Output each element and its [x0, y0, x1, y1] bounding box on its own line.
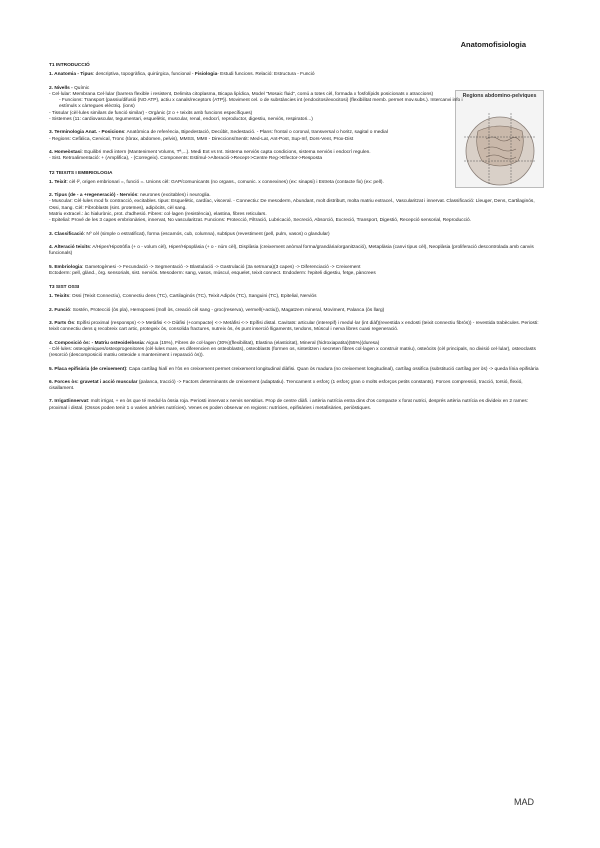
paragraph-block: [49, 180, 546, 186]
paragraph-text: - Estudi funcions. Relació: Estructura - Funció: [217, 72, 315, 78]
paragraph-lead: 1. Teixit: [49, 179, 67, 185]
paragraph-block: [49, 399, 546, 412]
paragraph: [49, 294, 546, 300]
paragraph: [49, 245, 546, 258]
paragraph-lead: 3. Classificació: [49, 231, 84, 237]
paragraph: [49, 308, 546, 314]
paragraph-lead: 3. Terminologia Anat. - Posicions: [49, 130, 125, 136]
paragraph-line: - Funcions: Transport (passiu/difusió (NO ATP), actiu x canals/receptors (ATP)). Moviment cel. o de substàncies int (endocitosi/exocitosi) (flexibilitat memb. permet mov.subs.). Intercanvi info i estímuls x càrregues elèctriq. (ions): [59, 98, 463, 110]
paragraph: [49, 399, 546, 412]
paragraph-text: : Gametogènesi -> Fecundació -> Segmentació -> Blastulació -> Gastrulació (3a setmana)(3 capes) -> Diferenciació -> Creixement: [82, 264, 361, 270]
paragraph-text: : Epífisi proximal (responsps) <-> Metàfisi <-> Diàfisi (+compacte) <-> Metàfisi <-> Epífisi distal. Cavitats: articular (interepif) i medul·lar (int diàf)(revestida x endosti (teixit connectiu fibrós)) - revestida trabècules. Periosti: teixit connectiu dens q recobreix cart artic, protegeix òs, consolida fractures, nutreix òs, és punt inserció lligaments, tendons, Múscul i nerva libres cuasi regeneració.: [49, 321, 539, 333]
paragraph-line: - Cel·lular: Membrana Cel·lular (barrera flexible i resistent, Delimita citoplasma, Bicapa lipídica, Model "Mosaic fluid", comú a totes cèl, formada x fosfolípids posicionats x atraccions): [49, 91, 434, 97]
paragraph-text: : Sostén, Protecció (òs pla), Hemopoesi (moll òs, creació cèl sang - groc(reserva), vermell(+actiu)), Magatzem mineral, Moviment, Palanca (òs llarg): [70, 307, 385, 313]
paragraph-lead: 5. Embriologia: [49, 264, 83, 270]
paragraph-block: [49, 193, 546, 224]
paragraph-block: [49, 341, 546, 360]
paragraph-line: - Regions: Cefàlica, Cervical, Tronc (tòrax, abdomen, pelvis), MMSS, MMII - Direccions/Sentit: Med-Lat, Ant-Post, Sup-Inf, Dors-Vent, Prox-Dist: [49, 136, 354, 142]
paragraph-block: [49, 86, 546, 124]
paragraph: [49, 380, 546, 393]
paragraph-lead: 4. Composició òs: - Matriu osteoide/òssia: [49, 340, 144, 346]
paragraph-lead: 4. Homeòstasi: [49, 149, 82, 155]
paragraph: [49, 232, 546, 238]
paragraph-lead: 2. Funció: [49, 307, 71, 313]
paragraph-lead: Fisiologia: [194, 72, 218, 78]
paragraph-block: [49, 367, 546, 373]
paragraph-line: - Sist. Retroalimentació: + (Amplifica), - (Corregeix). Components: Estímul->Alteració->Recept->Centre Reg->Efector->Resposta: [49, 156, 322, 162]
paragraph-text: : cèl·l², origen embrionari =, funció =. Unions cèl: GAP/comunicants (no organs., comunic. x connexines) (ex: sinapsi) i Estreta (contacte fix) (ex: pell).: [66, 179, 384, 185]
section-heading: T2 TEIXITS I EMBRIOLOGIA: [49, 170, 113, 176]
paragraph-block: [49, 294, 546, 300]
paragraph-text: : neurones (excitables) i neuroglia.: [137, 193, 211, 199]
paragraph-block: [49, 232, 546, 238]
paragraph-text: : Nº cèl (simple o estratificat), forma (escamós, cub, columna), subtipus (revestiment (pell, pulm, vasos) o glandular): [83, 231, 330, 237]
paragraph-block: [49, 130, 546, 143]
paragraph-text: : descriptiva, topogràfica, quirúrgica, funcional -: [92, 72, 195, 78]
paragraph-line: - Muscular: Cèl·lules mod fx contracció, excitables. tipus: Esquelètic, cardíac, visceral. - Connectiu: De mesoderm, Abundant, molt distribuït, molta matriu extracel., Vascularitzat i innervat. Classificació: Lleuger, Dens, Cartilaginós, Ossi, Sang. Cèl: Fibroblasts (sint. proteïnes), adipòcits, cèl sang.: [49, 199, 535, 211]
paragraph-lead: 2. Tipus (de - a +regeneració) - Nerviós: [49, 193, 138, 199]
paragraph: [49, 180, 546, 186]
paragraph-text: : Equilibri medi intern (Manteniment Volums, Tª,...). Medi Ext vs Int. Sistema nerviós capta condicions, sistema nerviós i endocrí regulen.: [81, 149, 371, 155]
paragraph-lead: 6. Forces òs: gravetat i acció muscular: [49, 379, 138, 385]
paragraph-block: [49, 245, 546, 258]
paragraph-text: : Anatòmica de referència, Bipedestació, Decúbit, Sedestació. - Plans: frontal o coronal, transversal o horitz, sagital o medial: [124, 130, 388, 136]
paragraph-lead: 4. Alteració teixits: [49, 244, 90, 250]
paragraph-block: [49, 265, 546, 278]
paragraph-text: : molt irrigat, + en òs que té medul·la òssia roja. Periosti innervat x nervis sensitius. Prop de centre diàfi. i artèria nutrícia entra dins d'os compacte x forat nutrici, després artèria nutrícia es divideix en 2 rames: proximal i distal. (Ossos poden tenir 1 o varies artèries nutrícies). Venes es poden observar en regions: nutrícies, epifisàries i metafisàries, periòstiques.: [49, 399, 529, 411]
paragraph-lead: 2. Nivells -: [49, 85, 75, 91]
paragraph-line: - Cèl·lules: osteogèniques/osteoprogenitores (cèl·lules mare, es diferencien en osteoblasts), osteoblasts (formen os, sintetitzen i secreten fibres col·lagen x construir matriu), osteòcits (cèl principals, no divisió cel·lular), osteoclasts (resorció (descomposició matriu osteoide x manteniment i reparació òs)).: [49, 346, 536, 359]
paragraph-lead: 1. Anatomia - Tipus: [49, 72, 93, 78]
paragraph-block: [49, 321, 546, 334]
section-heading: T1 INTRODUCCIÓ: [49, 63, 90, 68]
paragraph-line: Ectoderm: pell, glànd., òrg. sensorials, sist. nerviós. Mesoderm: sang, vasos, múscul, esquelet, teixit connect. Endoderm: l'epiteli digestiu, fetge, pàncrees: [49, 270, 376, 276]
paragraph-block: [49, 150, 546, 163]
paragraph-lead: 3. Parts Òs: [49, 321, 75, 327]
page-header: Anatomofisiologia: [460, 40, 526, 49]
paragraph: [49, 321, 546, 334]
figure-title: Regions abdomino-pelviques: [462, 93, 537, 99]
paragraph-line: - Tissular (cèl·lules similars de funció similar) - Orgànic (2 o + teixits amb funcions específiques): [49, 110, 253, 116]
paragraph-line: - Sistemes (11: cardiovascular, tegumentari, esquelètic, muscular, renal, endocrí, reproductor, digestiu, nerviós, respiratori...): [49, 117, 313, 123]
paragraph-block: [49, 72, 546, 78]
paragraph-text: Químic: [74, 85, 90, 91]
paragraph-line: - Epitelial: Prové de les 3 capes embrionàries, innervat, No vascularitzat. Funcions: Protecció, Filtració, Lubricació, Secreció, Absorció, Excreció, Transport, Digestió, Recepció sensorial, Reproducció.: [49, 218, 472, 224]
paragraph-text: (palanca, tracció) -> Factors determinants de creixement (adaptatiu). Trencament x esforç (1 esforç gran o molts esforços petits constants). Forces compressió, tracció, torsió, flexió, cisallament.: [49, 379, 523, 392]
paragraph-lead: 7. Irrigat/innervat: [49, 399, 88, 405]
paragraph-block: [49, 308, 546, 314]
paragraph-lead: 5. Placa epifisària (de creixement): [49, 366, 127, 372]
paragraph-text: : A/Hiper/Hipotròfia (+ o - volum cèl), Hiper/Hipoplàsia (+ o - núm cèl), Displàsia (creixement anòmal forma/grandària/organització), Metaplàsia (canvi tipus cèl), Neoplàsia (proliferació descontrolada amb canvis funcionals): [49, 244, 534, 257]
paragraph-lead: 1. Teixits: [49, 294, 70, 300]
paragraph-text: : Ossi (Teixit Connectiu), Connectiu dens (TC), Cartilaginós (TC), Teixit Adipós (TC), Sanguini (TC), Epitelial, Nerviós: [69, 294, 317, 300]
document-body: [49, 63, 546, 412]
paragraph-line: Matriu extracel.: àc hialurònic, prot. d'adhesió. Fibres: col·lagen (resistència), elastina, fibres reticulars.: [49, 212, 267, 218]
paragraph-block: [49, 380, 546, 393]
paragraph-text: : Aigua (15%), Fibres de col·lagen (30%)(flexibilitat), Elastina (elasticitat), Mineral (hidroxiapatita)(55%)(duresa): [143, 340, 380, 346]
paragraph: [49, 367, 546, 373]
page-footer: MAD: [514, 797, 534, 807]
section-heading: T3 SIST OSSI: [49, 285, 80, 291]
paragraph: [49, 72, 454, 78]
paragraph-text: : Capa cartílag hialí en l'òs en creixement permet creixement longitudinal diàfisi. Quan òs madura (no creixement longitudinal), cartílag ossifica (substitució cartílag per òs) -> queda línia epifisària: [126, 366, 539, 372]
